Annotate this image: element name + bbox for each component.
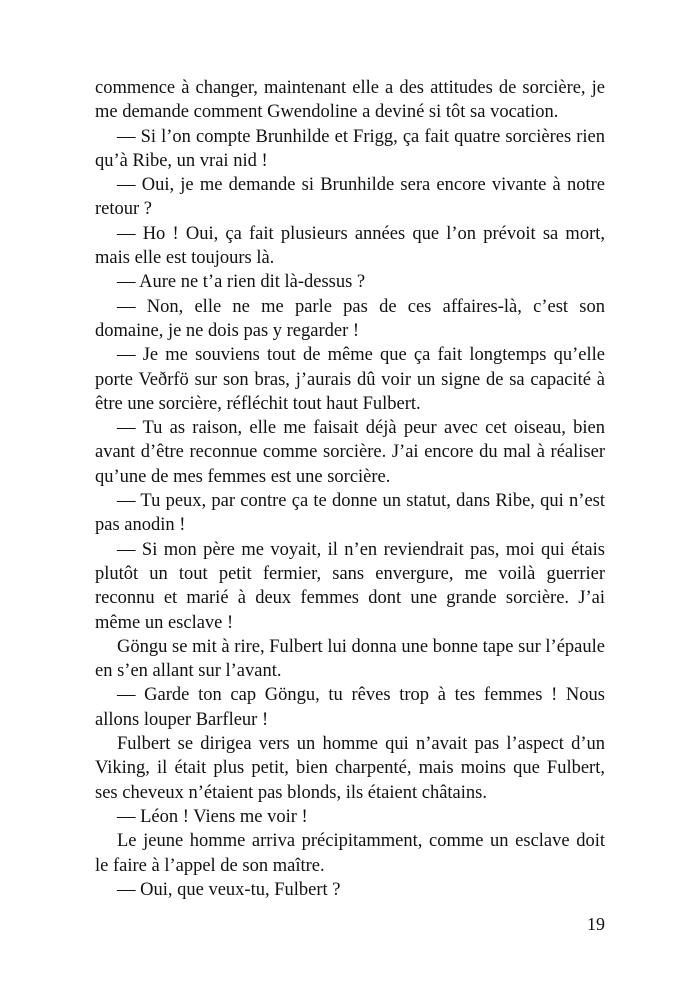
- page-number: 19: [587, 914, 605, 934]
- paragraph: — Non, elle ne me parle pas de ces affaires-là, c’est son domaine, je ne dois pas y regarder !: [95, 296, 605, 341]
- paragraph: — Léon ! Viens me voir !: [117, 806, 308, 827]
- paragraph: — Oui, que veux-tu, Fulbert ?: [117, 879, 341, 900]
- paragraph: — Je me souviens tout de même que ça fait longtemps qu’elle porte Veðrfö sur son bras, j’aurais dû voir un signe de sa capacité à être une sorcière, réfléchit tout haut Fulbert.: [95, 345, 605, 414]
- paragraph: — Oui, je me demande si Brunhilde sera encore vivante à notre retour ?: [95, 175, 605, 220]
- paragraph: — Tu as raison, elle me faisait déjà peur avec cet oiseau, bien avant d’être reconnue comme sorcière. J’ai encore du mal à réaliser qu’une de mes femmes est une sorcière.: [95, 418, 605, 487]
- paragraph: — Si mon père me voyait, il n’en reviendrait pas, moi qui étais plutôt un tout petit fermier, sans envergure, me voilà guerrier reconnu et marié à deux femmes dont une grande sorcière. J’ai même un esclave !: [95, 539, 605, 633]
- paragraph: — Si l’on compte Brunhilde et Frigg, ça fait quatre sorcières rien qu’à Ribe, un vrai nid !: [95, 126, 605, 171]
- paragraph: — Aure ne t’a rien dit là-dessus ?: [117, 272, 366, 293]
- paragraph: — Garde ton cap Göngu, tu rêves trop à tes femmes ! Nous allons louper Barfleur !: [95, 685, 605, 730]
- paragraph: — Ho ! Oui, ça fait plusieurs années que l’on prévoit sa mort, mais elle est toujours là.: [95, 223, 605, 269]
- paragraph: commence à changer, maintenant elle a des attitudes de sorcière, je me demande comment Gwendoline a deviné si tôt sa vocation.: [95, 78, 605, 123]
- paragraph: — Tu peux, par contre ça te donne un statut, dans Ribe, qui n’est pas anodin !: [95, 491, 605, 536]
- paragraph: Le jeune homme arriva précipitamment, comme un esclave doit le faire à l’appel de son maître.: [95, 831, 605, 876]
- paragraph: Fulbert se dirigea vers un homme qui n’avait pas l’aspect d’un Viking, il était plus petit, bien charpenté, mais moins que Fulbert, ses cheveux n’étaient pas blonds, ils étaient châtains.: [95, 734, 605, 803]
- paragraph: Göngu se mit à rire, Fulbert lui donna une bonne tape sur l’épaule en s’en allant sur l’avant.: [95, 636, 605, 682]
- page-body: [95, 76, 605, 902]
